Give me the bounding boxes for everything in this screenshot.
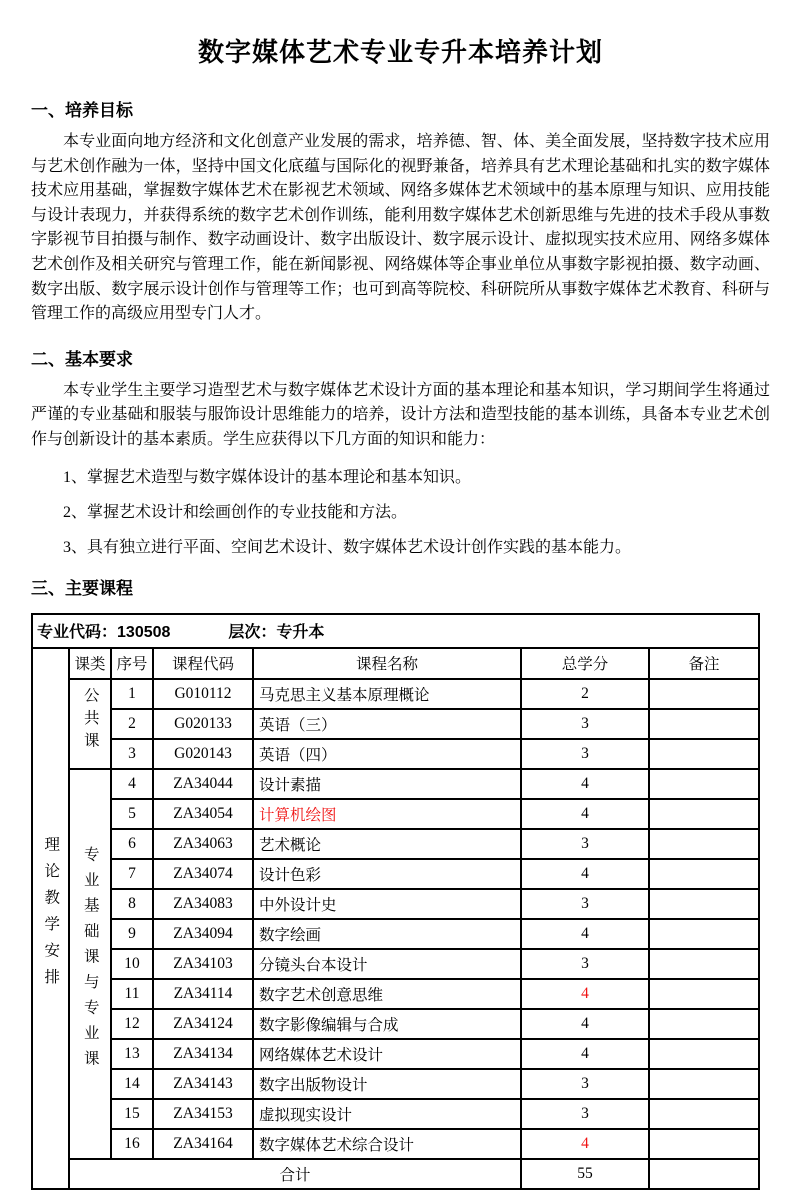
course-name: 英语（三）	[253, 709, 521, 739]
course-name: 数字艺术创意思维	[253, 979, 521, 1009]
course-credits: 3	[521, 739, 649, 769]
course-code: G010112	[153, 679, 253, 709]
table-row	[32, 1129, 759, 1159]
total-credits: 55	[521, 1159, 649, 1189]
col-header-credits: 总学分	[521, 648, 649, 679]
course-remark	[649, 889, 759, 919]
requirement-item-1: 1、掌握艺术造型与数字媒体设计的基本理论和基本知识。	[63, 468, 472, 486]
course-code: ZA34044	[153, 769, 253, 799]
course-credits: 4	[521, 919, 649, 949]
course-name: 数字绘画	[253, 919, 521, 949]
course-remark	[649, 1099, 759, 1129]
course-no: 2	[111, 709, 153, 739]
left-group-cell	[32, 648, 69, 1189]
course-no: 13	[111, 1039, 153, 1069]
course-credits-highlighted: 4	[521, 1129, 649, 1159]
table-header-row	[32, 648, 759, 679]
col-header-no: 序号	[111, 648, 153, 679]
course-name: 马克思主义基本原理概论	[253, 679, 521, 709]
course-name: 英语（四）	[253, 739, 521, 769]
course-code: ZA34134	[153, 1039, 253, 1069]
course-name: 虚拟现实设计	[253, 1099, 521, 1129]
section-heading-requirements: 二、基本要求	[31, 349, 133, 369]
course-code: ZA34124	[153, 1009, 253, 1039]
course-credits-highlighted: 4	[521, 979, 649, 1009]
course-no: 1	[111, 679, 153, 709]
course-remark	[649, 739, 759, 769]
course-code: ZA34063	[153, 829, 253, 859]
category-cell-public	[69, 679, 111, 769]
course-credits: 3	[521, 889, 649, 919]
course-name: 艺术概论	[253, 829, 521, 859]
course-code: ZA34143	[153, 1069, 253, 1099]
course-credits: 4	[521, 1009, 649, 1039]
table-row	[32, 1099, 759, 1129]
table-row	[32, 859, 759, 889]
requirements-paragraph: 本专业学生主要学习造型艺术与数字媒体艺术设计方面的基本理论和基本知识，学习期间学生将通过严谨的专业基础和服装与服饰设计思维能力的培养，设计方法和造型技能的基本训练，具备本专业艺术创作与创新设计的基本素质。学生应获得以下几方面的知识和能力：	[31, 381, 770, 448]
major-code-label: 专业代码：	[37, 624, 118, 642]
section-heading-courses: 三、主要课程	[31, 578, 133, 598]
course-code: ZA34114	[153, 979, 253, 1009]
table-row	[32, 889, 759, 919]
course-no: 15	[111, 1099, 153, 1129]
table-meta-row	[32, 614, 759, 648]
course-name: 设计色彩	[253, 859, 521, 889]
course-no: 6	[111, 829, 153, 859]
col-header-remark: 备注	[649, 648, 759, 679]
course-code: ZA34083	[153, 889, 253, 919]
major-code-value: 130508	[117, 624, 171, 642]
course-credits: 2	[521, 679, 649, 709]
course-no: 7	[111, 859, 153, 889]
table-row	[32, 1039, 759, 1069]
course-remark	[649, 979, 759, 1009]
table-row	[32, 1069, 759, 1099]
course-no: 5	[111, 799, 153, 829]
category-cell-professional	[69, 769, 111, 1159]
level-value: 专升本	[276, 624, 325, 642]
course-remark	[649, 799, 759, 829]
course-credits: 3	[521, 709, 649, 739]
course-credits: 3	[521, 1099, 649, 1129]
course-name: 设计素描	[253, 769, 521, 799]
col-header-course-type: 课类	[69, 648, 111, 679]
document-title: 数字媒体艺术专业专升本培养计划	[197, 37, 603, 67]
course-code: G020143	[153, 739, 253, 769]
course-no: 16	[111, 1129, 153, 1159]
level-label: 层次：	[228, 624, 277, 642]
course-name: 中外设计史	[253, 889, 521, 919]
course-remark	[649, 709, 759, 739]
course-no: 4	[111, 769, 153, 799]
course-no: 10	[111, 949, 153, 979]
course-code: ZA34103	[153, 949, 253, 979]
course-no: 12	[111, 1009, 153, 1039]
table-row	[32, 799, 759, 829]
section-heading-objectives: 一、培养目标	[31, 101, 133, 120]
left-group-label: 理论教学安排	[42, 836, 60, 996]
course-name: 数字出版物设计	[253, 1069, 521, 1099]
course-remark	[649, 829, 759, 859]
table-row	[32, 679, 759, 709]
requirement-item-3: 3、具有独立进行平面、空间艺术设计、数字媒体艺术设计创作实践的基本能力。	[63, 538, 632, 556]
course-no: 14	[111, 1069, 153, 1099]
category-label-professional: 专业基础课与专业课	[81, 846, 99, 1076]
category-label-public: 公共课	[81, 687, 99, 755]
course-remark	[649, 1009, 759, 1039]
course-credits: 4	[521, 769, 649, 799]
course-credits: 4	[521, 1039, 649, 1069]
course-name-highlighted: 计算机绘图	[253, 799, 521, 829]
course-code: ZA34054	[153, 799, 253, 829]
course-code: G020133	[153, 709, 253, 739]
course-no: 9	[111, 919, 153, 949]
table-meta-cell	[32, 614, 759, 648]
course-code: ZA34153	[153, 1099, 253, 1129]
table-row	[32, 709, 759, 739]
course-code: ZA34074	[153, 859, 253, 889]
requirement-item-2: 2、掌握艺术设计和绘画创作的专业技能和方法。	[63, 503, 408, 521]
course-name: 数字影像编辑与合成	[253, 1009, 521, 1039]
course-no: 3	[111, 739, 153, 769]
objectives-paragraph: 本专业面向地方经济和文化创意产业发展的需求，培养德、智、体、美全面发展，坚持数字技术应用与艺术创作融为一体，坚持中国文化底蕴与国际化的视野兼备，培养具有艺术理论基础和扎实的数字媒体技术应用基础，掌握数字媒体艺术在影视艺术领域、网络多媒体艺术领域中的基本原理与知识、应用技能与设计表现力，并获得系统的数字艺术创作训练，能利用数字媒体艺术创新思维与先进的技术手段从事数字影视节目拍摄与制作、数字动画设计、数字出版设计、数字展示设计、虚拟现实技术应用、网络多媒体艺术创作及相关研究与管理工作，能在新闻影视、网络媒体等企事业单位从事数字影视拍摄、数字动画、数字出版、数字展示设计创作与管理等工作；也可到高等院校、科研院所从事数字媒体艺术教育、科研与管理工作的高级应用型专门人才。	[31, 133, 770, 323]
col-header-code: 课程代码	[153, 648, 253, 679]
course-table	[31, 613, 760, 1190]
course-credits: 4	[521, 799, 649, 829]
course-remark	[649, 859, 759, 889]
course-remark	[649, 1039, 759, 1069]
course-name: 网络媒体艺术设计	[253, 1039, 521, 1069]
total-label: 合计	[69, 1159, 521, 1189]
table-total-row	[32, 1159, 759, 1189]
course-code: ZA34164	[153, 1129, 253, 1159]
table-row	[32, 979, 759, 1009]
total-remark	[649, 1159, 759, 1189]
course-remark	[649, 949, 759, 979]
table-row	[32, 919, 759, 949]
course-remark	[649, 1129, 759, 1159]
course-credits: 3	[521, 829, 649, 859]
course-code: ZA34094	[153, 919, 253, 949]
course-remark	[649, 679, 759, 709]
course-remark	[649, 919, 759, 949]
course-name: 分镜头台本设计	[253, 949, 521, 979]
course-no: 11	[111, 979, 153, 1009]
course-credits: 4	[521, 859, 649, 889]
table-row	[32, 829, 759, 859]
course-credits: 3	[521, 1069, 649, 1099]
course-remark	[649, 1069, 759, 1099]
col-header-name: 课程名称	[253, 648, 521, 679]
course-credits: 3	[521, 949, 649, 979]
course-no: 8	[111, 889, 153, 919]
course-remark	[649, 769, 759, 799]
table-row	[32, 1009, 759, 1039]
table-row	[32, 769, 759, 799]
course-name: 数字媒体艺术综合设计	[253, 1129, 521, 1159]
table-row	[32, 949, 759, 979]
table-row	[32, 739, 759, 769]
